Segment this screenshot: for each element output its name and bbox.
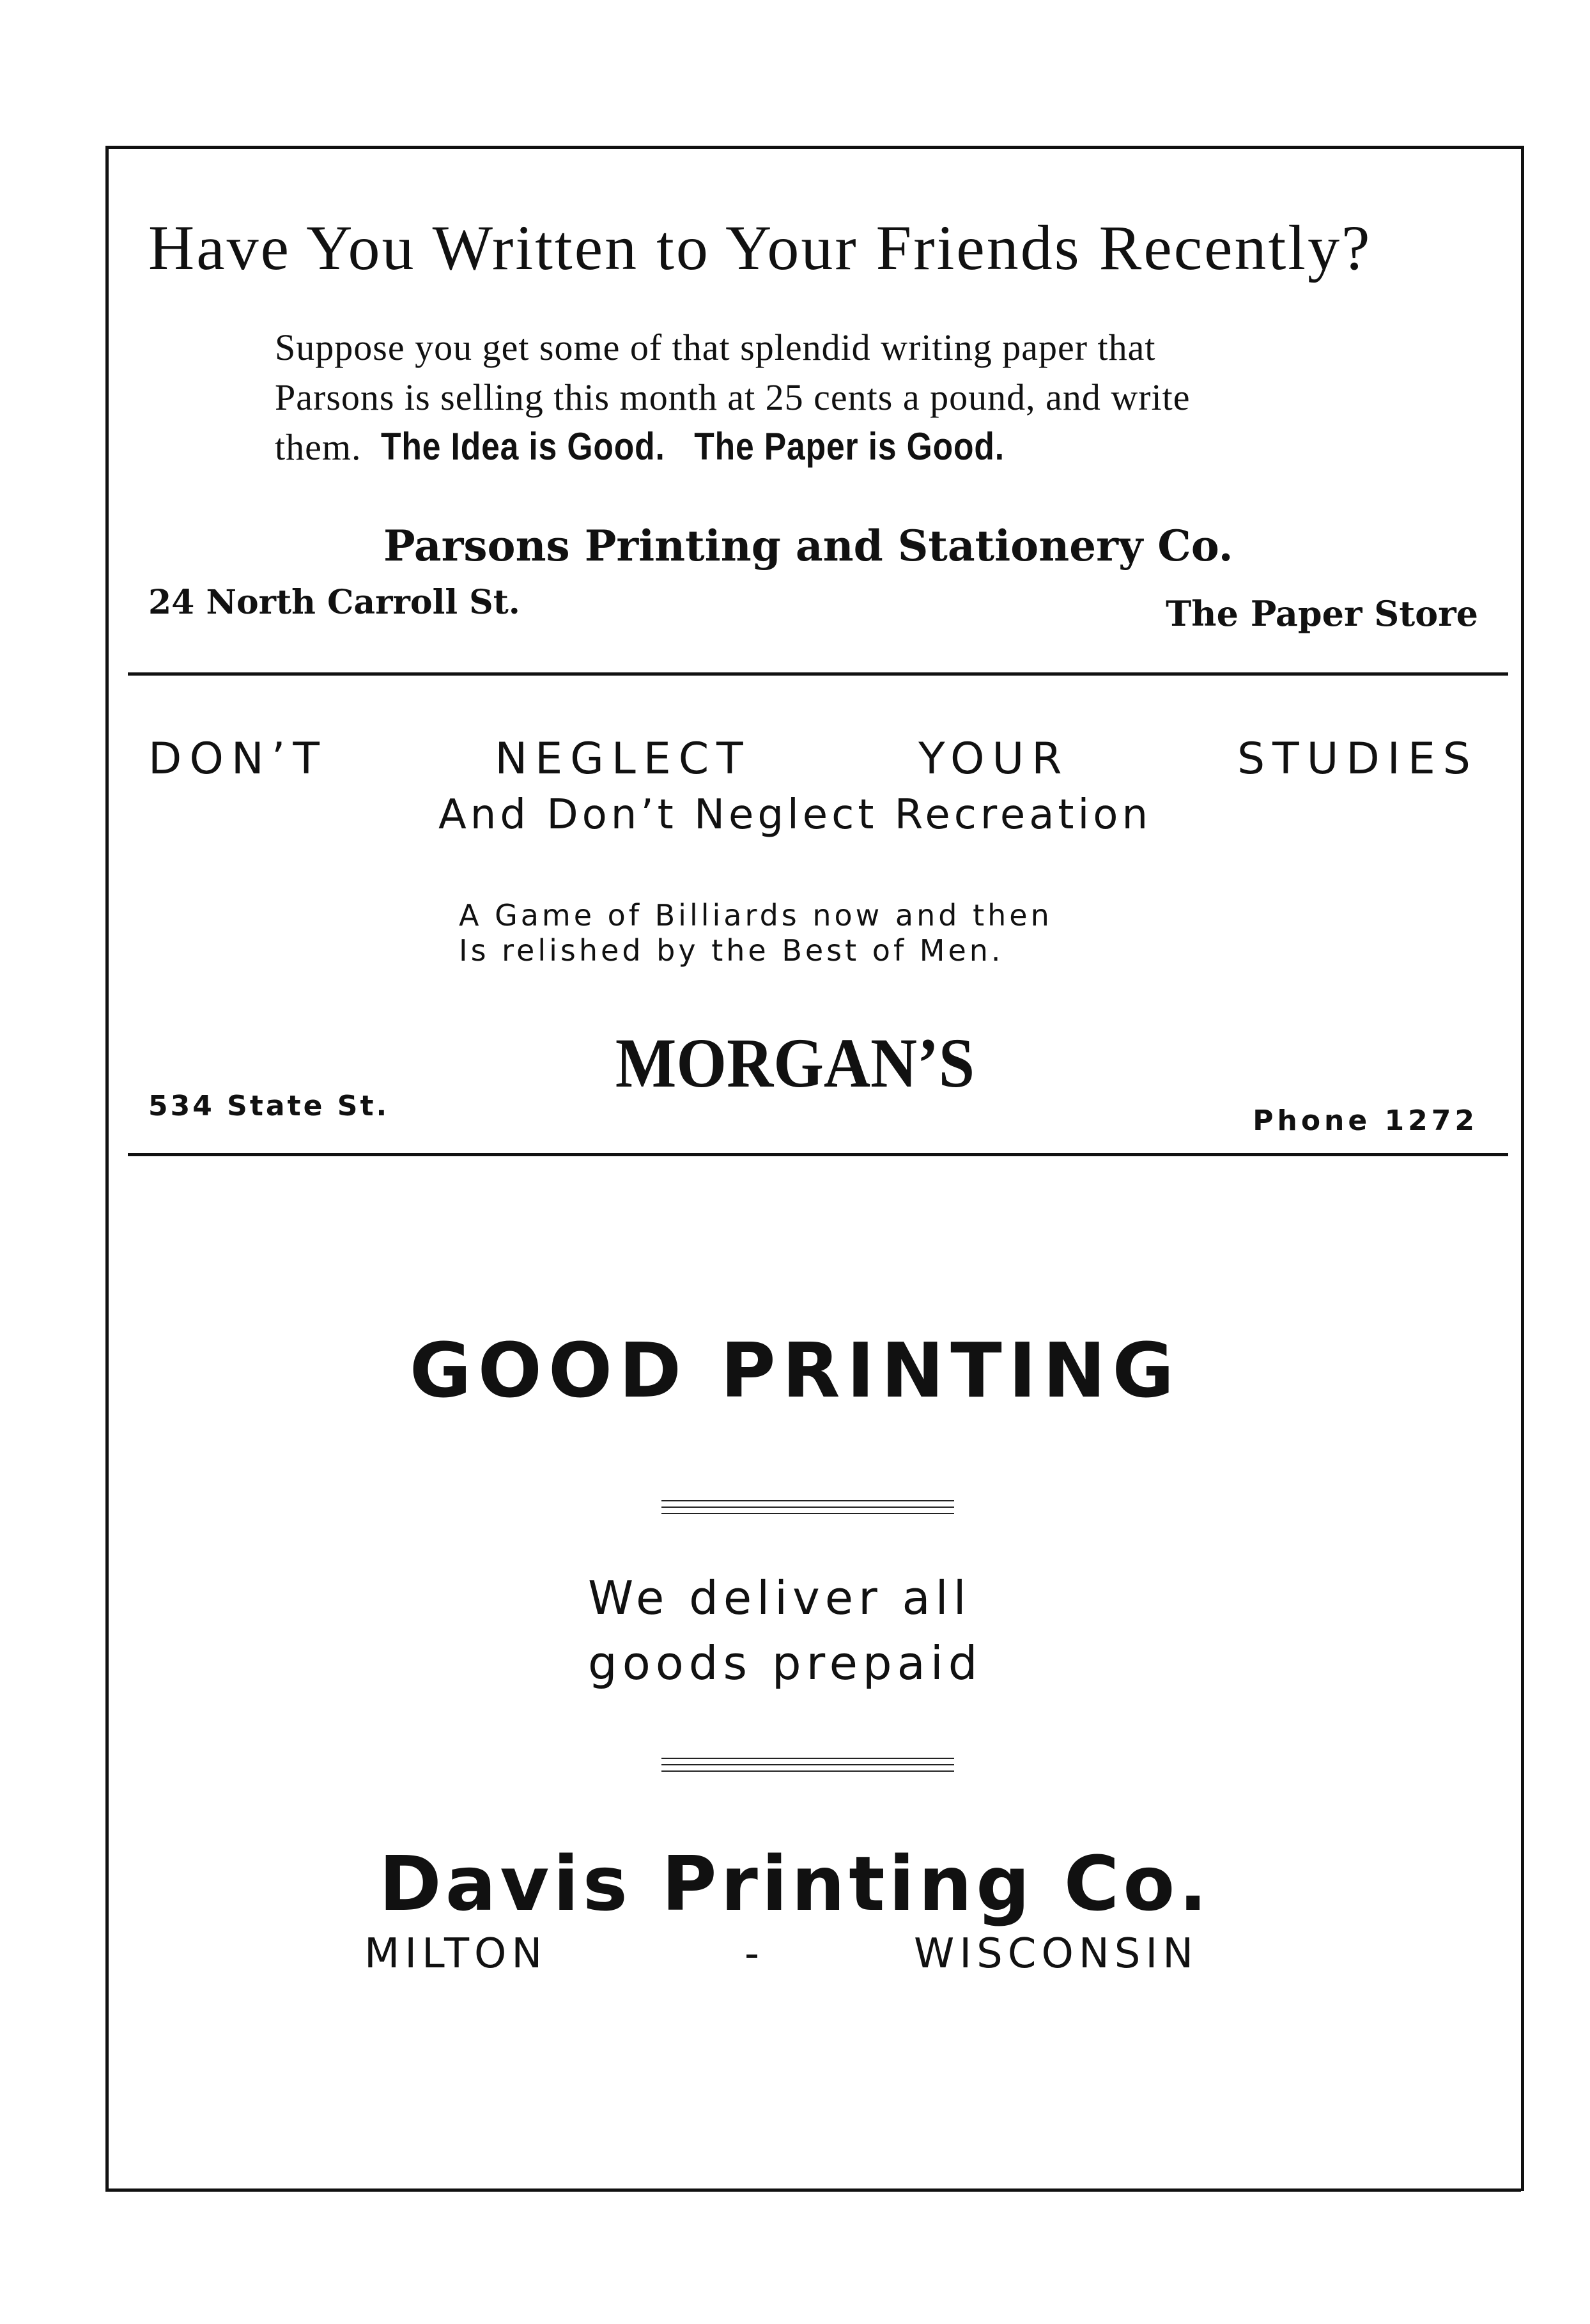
ornament-rule-2a <box>661 1758 954 1759</box>
morgans-headline-word-3: YOUR <box>918 734 1070 784</box>
morgans-headline <box>148 734 1478 784</box>
ornament-rule-1a <box>661 1500 954 1501</box>
ornament-rule-1c <box>661 1513 954 1514</box>
davis-city: MILTON <box>364 1930 548 1978</box>
morgans-verse-line-1: A Game of Billiards now and then <box>459 898 1053 933</box>
davis-state: WISCONSIN <box>914 1930 1199 1978</box>
davis-headline: GOOD PRINTING <box>409 1326 1181 1414</box>
morgans-verse-line-2: Is relished by the Best of Men. <box>459 933 1004 968</box>
parsons-body-line-3-start: them. <box>275 426 362 468</box>
bottom-rule <box>105 2188 1521 2192</box>
parsons-tagline: The Paper Store <box>1166 593 1478 634</box>
morgans-headline-word-4: STUDIES <box>1237 734 1478 784</box>
morgans-name: MORGAN’S <box>615 1024 975 1102</box>
morgans-headline-word-2: NEGLECT <box>495 734 751 784</box>
ornament-rule-2c <box>661 1770 954 1772</box>
divider-2 <box>128 1153 1508 1156</box>
davis-separator: - <box>745 1930 765 1978</box>
morgans-phone: Phone 1272 <box>1253 1104 1478 1137</box>
top-rule <box>105 146 1521 149</box>
davis-deliver-line-2: goods prepaid <box>588 1636 983 1690</box>
morgans-address: 534 State St. <box>148 1090 390 1122</box>
divider-1 <box>128 672 1508 676</box>
parsons-body-line-3 <box>275 424 1106 469</box>
ornament-rule-1b <box>661 1507 954 1508</box>
parsons-address: 24 North Carroll St. <box>148 583 520 622</box>
parsons-company: Parsons Printing and Stationery Co. <box>383 521 1233 571</box>
parsons-body-line-2: Parsons is selling this month at 25 cents a pound, and write <box>275 376 1191 418</box>
parsons-body-line-1: Suppose you get some of that splendid writing paper that <box>275 327 1156 368</box>
davis-deliver-line-1: We deliver all <box>588 1571 971 1625</box>
morgans-subheadline: And Don’t Neglect Recreation <box>438 791 1152 839</box>
ornament-rule-2b <box>661 1764 954 1765</box>
davis-company: Davis Printing Co. <box>378 1840 1212 1928</box>
parsons-slogan: The Idea is Good. The Paper is Good. <box>381 425 1005 468</box>
morgans-headline-word-1: DON’T <box>148 734 327 784</box>
parsons-headline: Have You Written to Your Friends Recently? <box>148 212 1372 283</box>
